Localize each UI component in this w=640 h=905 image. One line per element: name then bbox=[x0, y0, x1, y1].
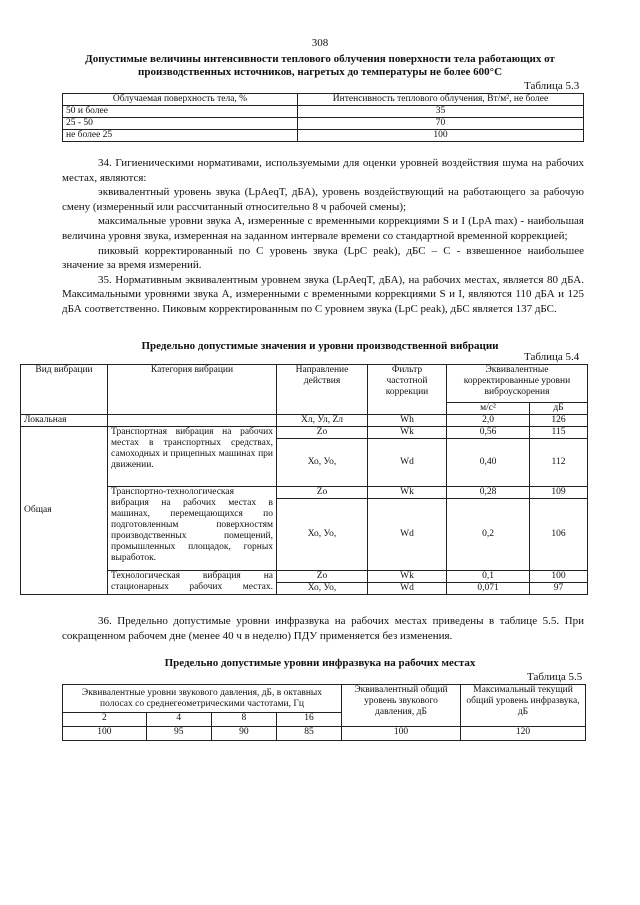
table54-cat1: Транспортная вибрация на рабочих местах в транспортных средствах, самоходных и прицепных машинах при движении. bbox=[108, 427, 277, 487]
table54-local-ms2: 2,0 bbox=[447, 415, 530, 427]
section34-item1: эквивалентный уровень звука (LpAeqT, дБА), уровень воздействующий на работающего за рабочую смену (измеренный или рассчитанный относительно 8 ч рабочей смены); bbox=[62, 186, 584, 213]
table54-cell: 0,2 bbox=[447, 499, 530, 571]
table54-cat3: Технологическая вибрация на стационарных рабочих местах. bbox=[108, 571, 277, 595]
table54-cell: Zo bbox=[277, 427, 368, 439]
table54-cell: 100 bbox=[530, 571, 588, 583]
table54-local-direction: Хл, Ул, Zл bbox=[277, 415, 368, 427]
table54-cell: Wk bbox=[368, 487, 447, 499]
table54-cell: 112 bbox=[530, 439, 588, 487]
table53 bbox=[62, 93, 584, 142]
table54-header-direction: Направление действия bbox=[277, 365, 368, 415]
table54-local-type: Локальная bbox=[21, 415, 108, 427]
table55-freq: 2 bbox=[63, 713, 147, 727]
table54-cell: Wk bbox=[368, 571, 447, 583]
table54-cell: Wd bbox=[368, 583, 447, 595]
table53-cell: 25 - 50 bbox=[63, 118, 298, 130]
table54 bbox=[20, 364, 588, 595]
table-row bbox=[21, 415, 588, 427]
section36: 36. Предельно допустимые уровни инфразвука на рабочих местах приведены в таблице 5.5. При сокращенном рабочем дне (менее 40 ч в неделю) ПДУ применяется без изменения. bbox=[62, 615, 584, 642]
table55-freq: 4 bbox=[146, 713, 211, 727]
section34-item2: максимальные уровни звука A, измеренные с временными коррекциями S и I (LpA max) - наибольшая величина уровня звука, измеренная на заданном интервале времени со стандартной временной коррекцией; bbox=[62, 215, 584, 242]
table54-title: Предельно допустимые значения и уровни производственной вибрации bbox=[141, 340, 499, 352]
table53-cell: не более 25 bbox=[63, 130, 298, 142]
table54-cell: Хо, Уо, bbox=[277, 583, 368, 595]
table55-freq: 16 bbox=[276, 713, 341, 727]
table54-cell: 0,071 bbox=[447, 583, 530, 595]
table54-caption: Таблица 5.4 bbox=[524, 351, 580, 363]
table55-title: Предельно допустимые уровни инфразвука на рабочих местах bbox=[164, 657, 476, 669]
page-number: 308 bbox=[311, 37, 329, 49]
table55-freq: 8 bbox=[211, 713, 276, 727]
section-34-35 bbox=[62, 156, 584, 317]
table53-cell: 100 bbox=[298, 130, 584, 142]
table54-header-category: Категория вибрации bbox=[108, 365, 277, 415]
table55 bbox=[62, 684, 586, 741]
table55-header-bands: Эквивалентные уровни звукового давления, дБ, в октавных полосах со среднегеометрическими частотами, Гц bbox=[63, 685, 342, 713]
table54-cell: 106 bbox=[530, 499, 588, 571]
table55-max: 120 bbox=[461, 727, 586, 741]
table53-header-surface: Облучаемая поверхность тела, % bbox=[63, 94, 298, 106]
table-row bbox=[63, 106, 584, 118]
table54-local-db: 126 bbox=[530, 415, 588, 427]
table54-cell: Zo bbox=[277, 487, 368, 499]
table54-cell: 0,40 bbox=[447, 439, 530, 487]
table54-header-filter: Фильтр частотной коррекции bbox=[368, 365, 447, 415]
table53-cell: 70 bbox=[298, 118, 584, 130]
table53-cell: 50 и более bbox=[63, 106, 298, 118]
table54-cell: Wk bbox=[368, 427, 447, 439]
table55-value: 90 bbox=[211, 727, 276, 741]
table55-header-max: Максимальный текущий общий уровень инфразвука, дБ bbox=[461, 685, 586, 727]
table55-value: 95 bbox=[146, 727, 211, 741]
table54-header-db: дБ bbox=[530, 403, 588, 415]
table54-header-equiv: Эквивалентные корректированные уровни виброускорения bbox=[447, 365, 588, 403]
table54-general-type: Общая bbox=[21, 427, 108, 595]
table54-header-ms2: м/с² bbox=[447, 403, 530, 415]
table-row bbox=[63, 727, 586, 741]
table54-cell: 0,28 bbox=[447, 487, 530, 499]
table54-cell: 115 bbox=[530, 427, 588, 439]
table54-cell: Хо, Уо, bbox=[277, 439, 368, 487]
table54-cell: 0,56 bbox=[447, 427, 530, 439]
table-row bbox=[63, 118, 584, 130]
table53-title: Допустимые величины интенсивности теплового облучения поверхности тела работающих от производственных источников, нагретых до температуры не более 600°C bbox=[85, 53, 555, 78]
section35: 35. Нормативным эквивалентным уровнем звука (LpAeqT, дБА), на рабочих местах, является 80 дБА. Максимальными уровнями звука A, измеренными с временными коррекциями S и I, являются 110 дБА и 125 дБА соответственно. Пиковым корректированным по C уровнем звука (LpC peak), дБС является 137 дБС. bbox=[62, 273, 584, 315]
table54-cell: 97 bbox=[530, 583, 588, 595]
table53-caption: Таблица 5.3 bbox=[524, 80, 580, 92]
table55-value: 85 bbox=[276, 727, 341, 741]
section34-intro: 34. Гигиеническими нормативами, используемыми для оценки уровней воздействия шума на рабочих местах, являются: bbox=[62, 157, 584, 184]
table54-local-filter: Wh bbox=[368, 415, 447, 427]
table54-cell: 0,1 bbox=[447, 571, 530, 583]
table53-header-intensity: Интенсивность теплового облучения, Вт/м², не более bbox=[298, 94, 584, 106]
section34-item3: пиковый корректированный по C уровень звука (LpC peak), дБС – C - взвешенное наибольшее значение за время измерений. bbox=[62, 244, 584, 272]
table-row bbox=[21, 427, 588, 439]
table53-cell: 35 bbox=[298, 106, 584, 118]
table54-cell: Zo bbox=[277, 571, 368, 583]
table54-header-type: Вид вибрации bbox=[21, 365, 108, 415]
table54-cell: 109 bbox=[530, 487, 588, 499]
table54-local-category bbox=[108, 415, 277, 427]
table55-total: 100 bbox=[342, 727, 461, 741]
table55-header-total: Эквивалентный общий уровень звукового давления, дБ bbox=[342, 685, 461, 727]
table55-caption: Таблица 5.5 bbox=[527, 671, 583, 683]
section-36 bbox=[62, 614, 584, 643]
table54-cat2: Транспортно-технологическая вибрация на рабочих местах в машинах, перемещающихся по подготовленным поверхностям производственных помещений, промышленных площадок, горных выработок. bbox=[108, 487, 277, 571]
table54-cell: Хо, Уо, bbox=[277, 499, 368, 571]
table54-cell: Wd bbox=[368, 439, 447, 487]
table54-cell: Wd bbox=[368, 499, 447, 571]
table-row bbox=[63, 130, 584, 142]
table55-value: 100 bbox=[63, 727, 147, 741]
